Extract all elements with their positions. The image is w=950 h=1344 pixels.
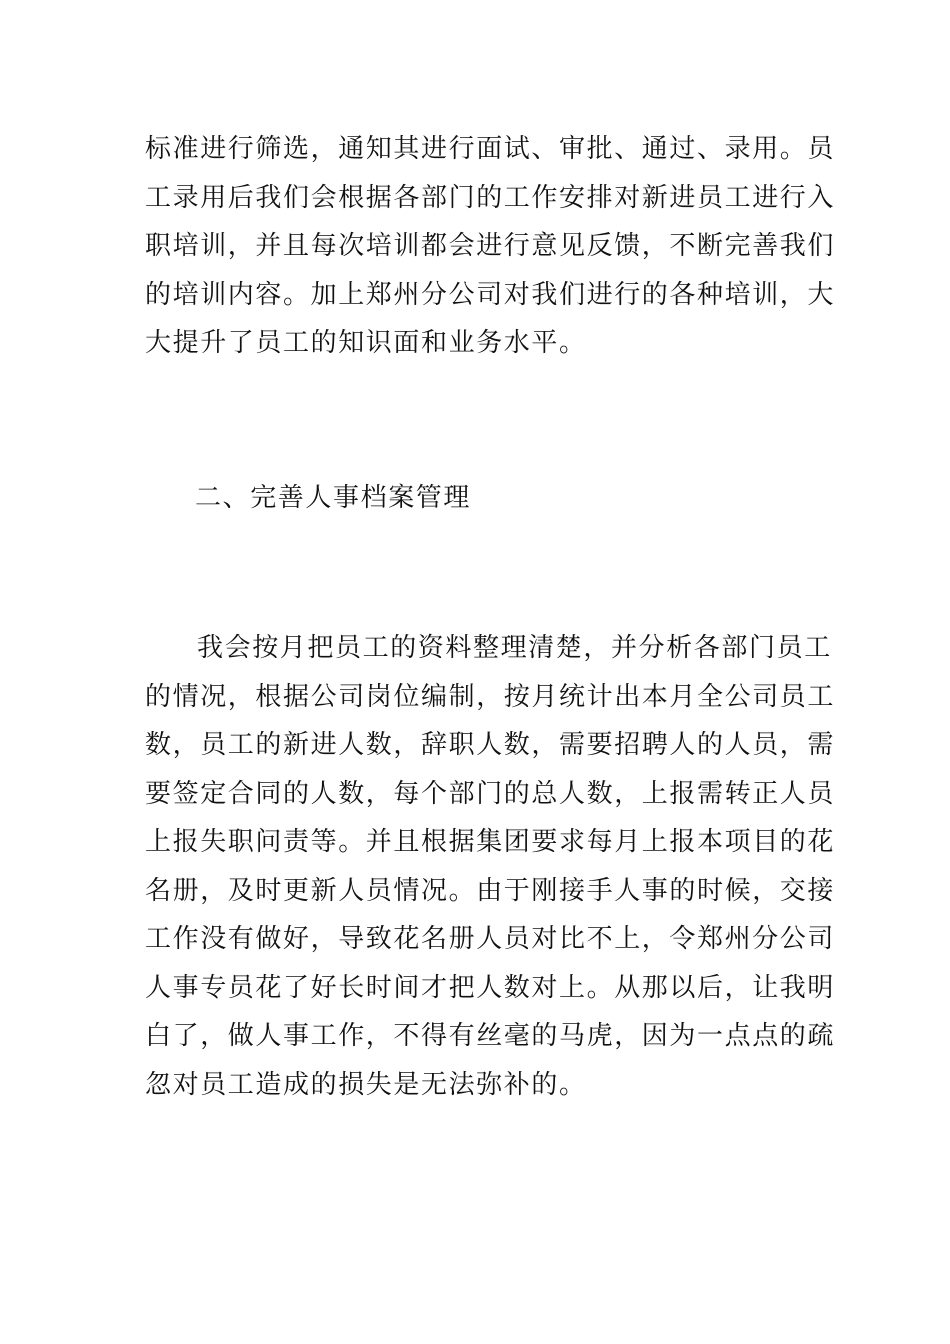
text-line: 名册，及时更新人员情况。由于刚接手人事的时候，交接 [145, 875, 836, 906]
body-paragraph-training [145, 125, 836, 368]
text-line: 职培训，并且每次培训都会进行意见反馈，不断完善我们 [145, 231, 836, 261]
body-paragraph-records [145, 624, 836, 1109]
text-line: 工录用后我们会根据各部门的工作安排对新进员工进行入 [145, 182, 836, 213]
text-line: 我会按月把员工的资料整理清楚，并分析各部门员工 [197, 633, 832, 663]
text-line: 数，员工的新进人数，辞职人数，需要招聘人的人员，需 [145, 730, 836, 760]
section-heading: 二、完善人事档案管理 [195, 483, 472, 513]
text-line: 白了，做人事工作，不得有丝毫的马虎，因为一点点的疏 [145, 1021, 836, 1051]
text-line: 人事专员花了好长时间才把人数对上。从那以后，让我明 [145, 972, 836, 1003]
text-line: 标准进行筛选，通知其进行面试、审批、通过、录用。员 [145, 134, 836, 164]
text-line: 上报失职问责等。并且根据集团要求每月上报本项目的花 [145, 827, 836, 857]
text-line: 工作没有做好，导致花名册人员对比不上，令郑州分公司 [145, 924, 836, 954]
text-line: 的培训内容。加上郑州分公司对我们进行的各种培训，大 [145, 279, 836, 310]
text-line: 忽对员工造成的损失是无法弥补的。 [145, 1069, 587, 1100]
text-line: 大提升了员工的知识面和业务水平。 [145, 328, 587, 358]
text-line: 要签定合同的人数，每个部门的总人数，上报需转正人员 [145, 778, 836, 809]
text-line: 的情况，根据公司岗位编制，按月统计出本月全公司员工 [145, 681, 836, 712]
